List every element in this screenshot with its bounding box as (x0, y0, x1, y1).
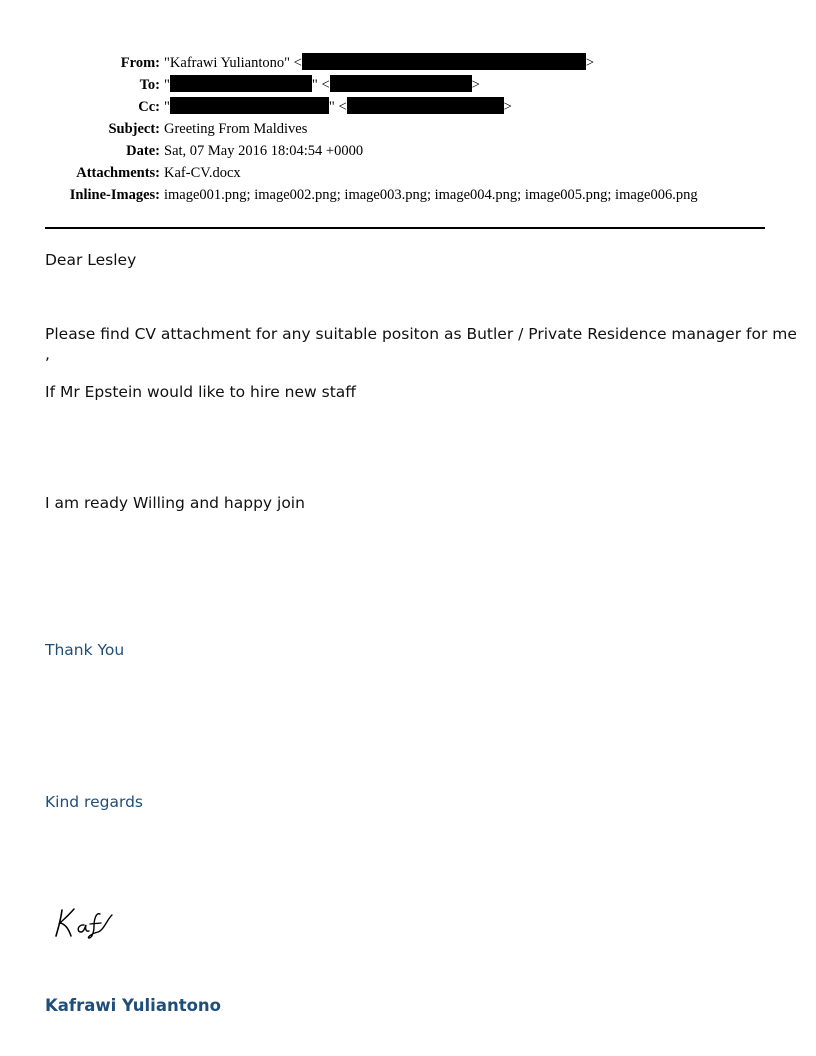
redaction-block (170, 97, 329, 114)
subject-value: Greeting From Maldives (164, 121, 308, 137)
attachments-label: Attachments: (76, 165, 160, 181)
email-header (0, 52, 816, 206)
closing-line: Kind regards (45, 793, 143, 811)
to-value (164, 74, 480, 96)
redaction-block (302, 53, 586, 70)
inline-images-label: Inline-Images: (69, 187, 160, 203)
thank-you-line: Thank You (45, 641, 125, 659)
subject-row (0, 118, 816, 140)
subject-label: Subject: (108, 121, 160, 137)
to-mid: " < (311, 77, 330, 93)
body-line: If Mr Epstein would like to hire new staff (45, 383, 356, 401)
attachments-row (0, 162, 816, 184)
from-row (0, 52, 816, 74)
to-row (0, 74, 816, 96)
body-line-continuation: , (45, 345, 50, 363)
date-row (0, 140, 816, 162)
header-divider (45, 227, 765, 229)
redaction-block (170, 75, 312, 92)
to-label: To: (139, 77, 160, 93)
inline-images-row (0, 184, 816, 206)
signature-graphic (52, 906, 116, 940)
date-value: Sat, 07 May 2016 18:04:54 +0000 (164, 143, 364, 159)
redaction-block (330, 75, 472, 92)
from-value (164, 52, 594, 74)
body-line: I am ready Willing and happy join (45, 494, 305, 512)
handwritten-signature (52, 906, 116, 945)
inline-images-value: image001.png; image002.png; image003.png; image004.png; image005.png; image006.png (164, 187, 698, 203)
to-close: > (471, 77, 480, 93)
signature-name: Kafrawi Yuliantono (45, 996, 222, 1015)
from-name: "Kafrawi Yuliantono" < (164, 55, 302, 71)
body-line: Please find CV attachment for any suitable positon as Butler / Private Residence manager for me (45, 325, 797, 343)
greeting: Dear Lesley (45, 251, 137, 269)
from-label: From: (120, 55, 160, 71)
date-label: Date: (126, 143, 160, 159)
cc-row (0, 96, 816, 118)
to-open: " (164, 77, 170, 93)
cc-close: > (503, 99, 512, 115)
cc-label: Cc: (138, 99, 160, 115)
cc-mid: " < (328, 99, 347, 115)
cc-value (164, 96, 512, 118)
attachment-link[interactable]: Kaf-CV.docx (164, 165, 241, 181)
cc-open: " (164, 99, 170, 115)
redaction-block (347, 97, 504, 114)
from-close: > (585, 55, 595, 71)
